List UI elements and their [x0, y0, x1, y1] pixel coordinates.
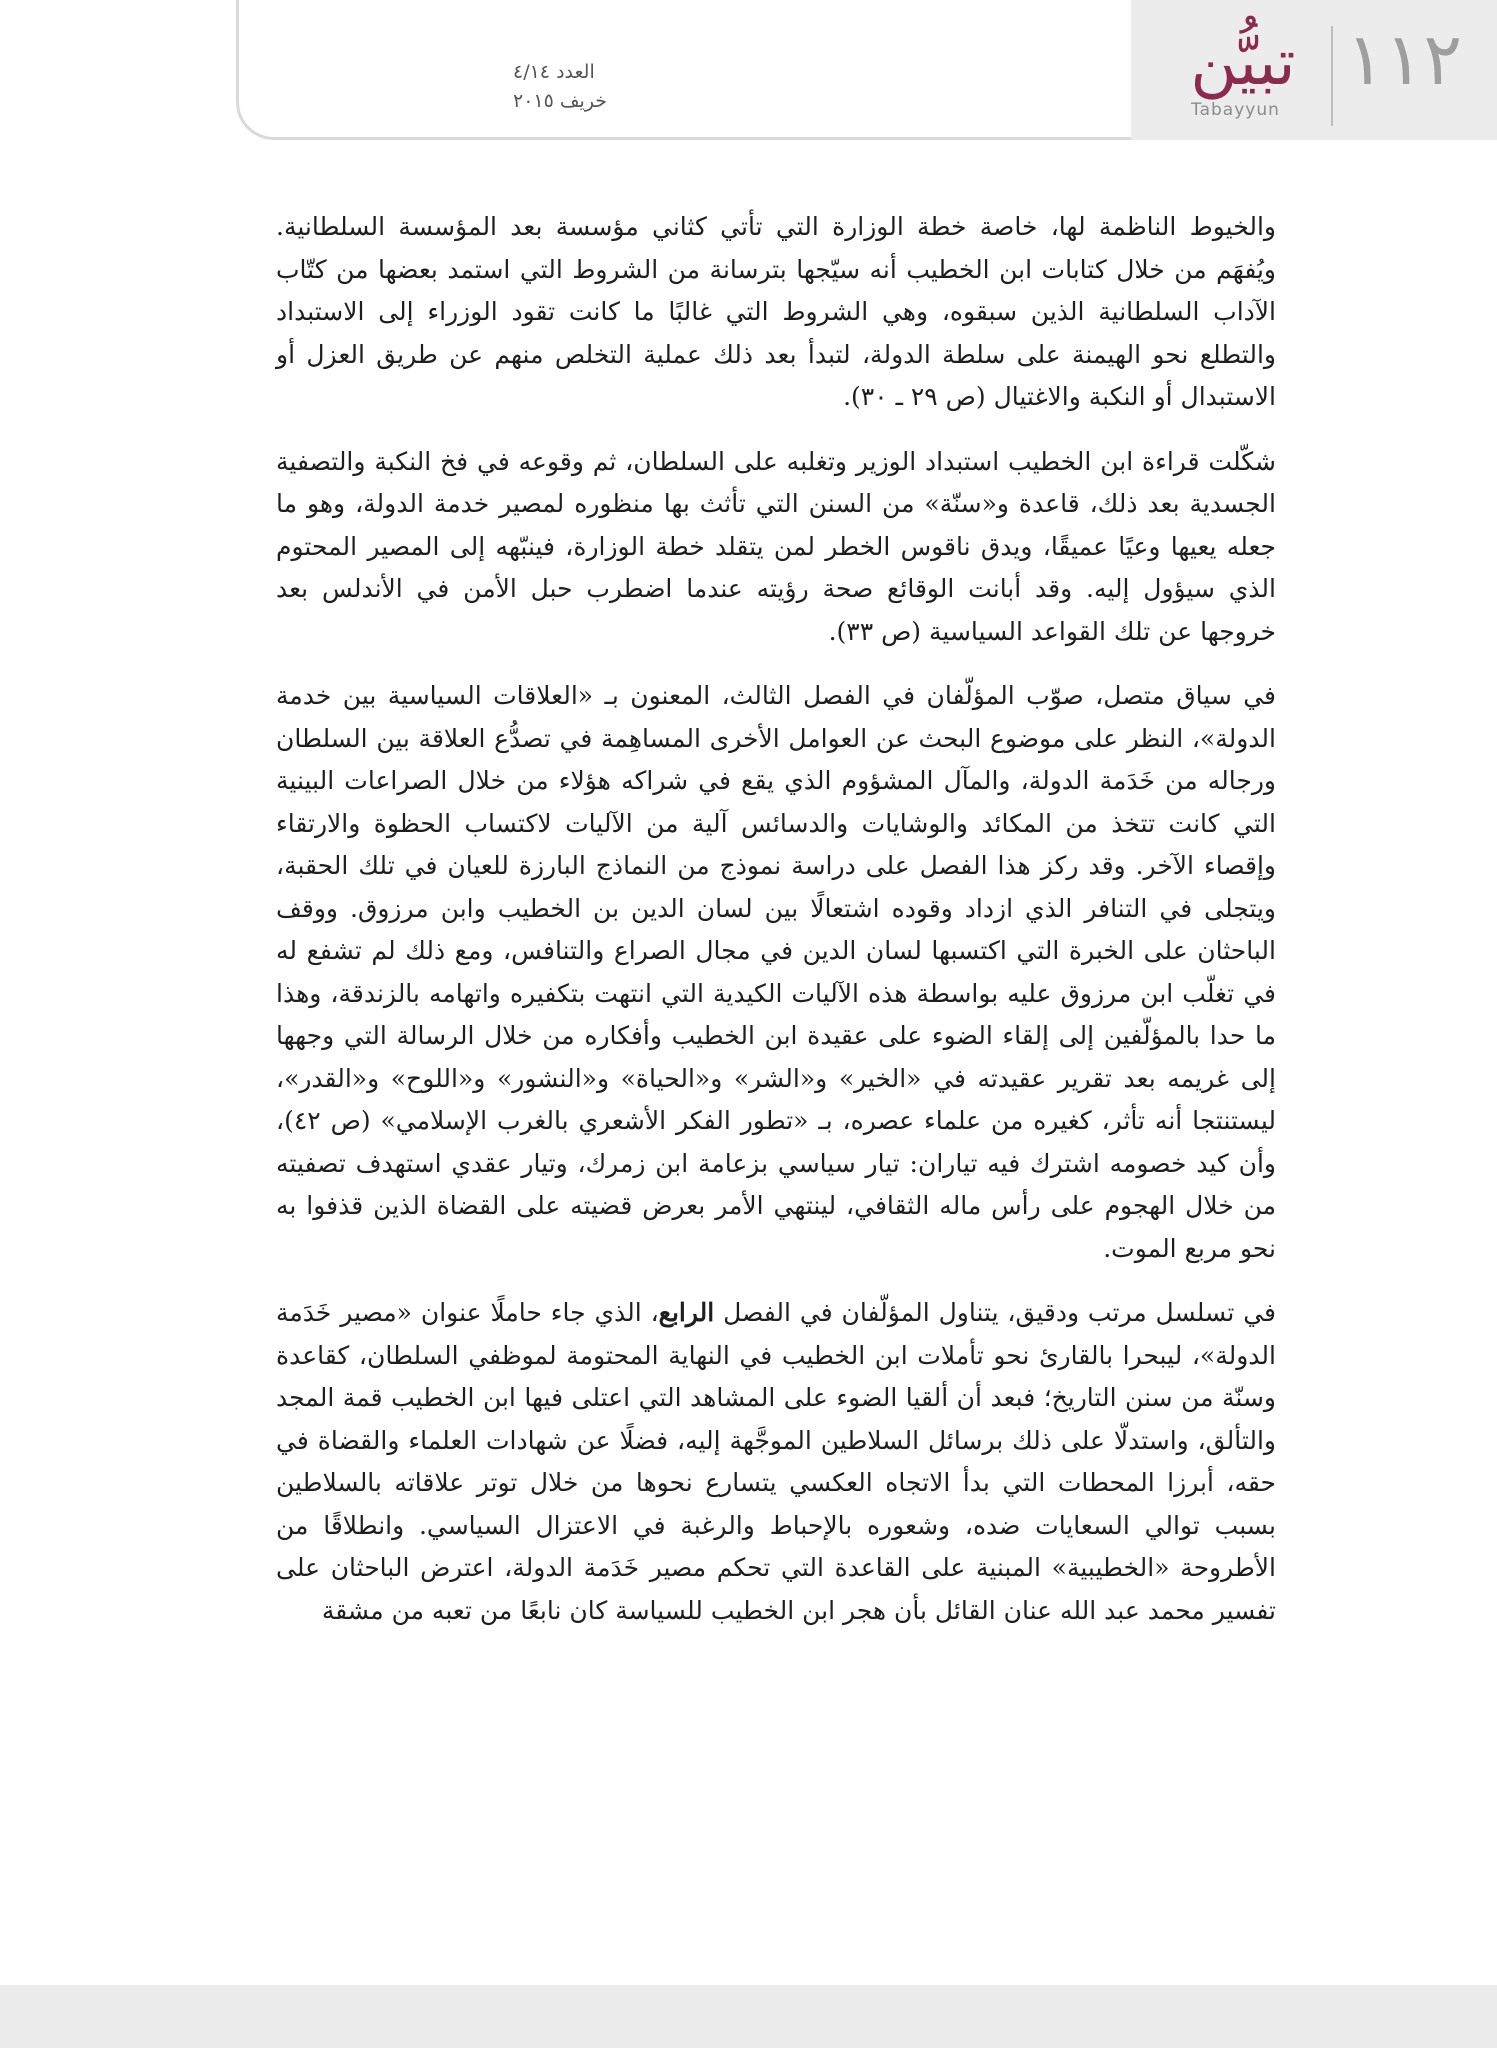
issue-info — [513, 58, 713, 118]
paragraph-4 — [276, 1292, 1276, 1632]
issue-season: خريف ٢٠١٥ — [513, 90, 608, 112]
paragraph-1: والخيوط الناظمة لها، خاصة خطة الوزارة التي تأتي كثاني مؤسسة بعد المؤسسة السلطانية. ويُفهَم من خلال كتابات ابن الخطيب أنه سيّجها بترسانة من الشروط التي استمد بعضها من كتّاب الآداب السلطانية الذين سبقوه، وهي الشروط التي غالبًا ما كانت تقود الوزراء إلى الاستبداد والتطلع نحو الهيمنة على سلطة الدولة، لتبدأ بعد ذلك عملية التخلص منهم عن طريق العزل أو الاستبدال أو النكبة والاغتيال (ص ٢٩ ـ ٣٠). — [276, 212, 1276, 411]
journal-logo — [1161, 20, 1321, 130]
paragraph-2: شكّلت قراءة ابن الخطيب استبداد الوزير وتغلبه على السلطان، ثم وقوعه في فخ النكبة والتصفية الجسدية بعد ذلك، قاعدة و«سنّة» من السنن التي تأثث بها منظوره لمصير خدمة الدولة، وهو ما جعله يعيها وعيًا عميقًا، ويدق ناقوس الخطر لمن يتقلد خطة الوزارة، فينبّهه إلى المصير المحتوم الذي سيؤول إليه. وقد أبانت الوقائع صحة رؤيته عندما اضطرب حبل الأمن في الأندلس بعد خروجها عن تلك القواعد السياسية (ص ٣٣). — [276, 446, 1276, 646]
article-body — [276, 206, 1276, 1654]
header-divider — [1331, 26, 1333, 126]
paragraph-3: في سياق متصل، صوّب المؤلّفان في الفصل الثالث، المعنون بـ «العلاقات السياسية بين خدمة الدولة»، النظر على موضوع البحث عن العوامل الأخرى المساهِمة في تصدُّع العلاقة بين السلطان ورجاله من خَدَمة الدولة، والمآل المشؤوم الذي يقع في شراكه هؤلاء من خلال الصراعات البينية التي كانت تتخذ من المكائد والوشايات والدسائس آلية من الآليات لاكتساب الحظوة والارتقاء وإقصاء الآخر. وقد ركز هذا الفصل على دراسة نموذج من النماذج البارزة للعيان في تلك الحقبة، ويتجلى في التنافر الذي ازداد وقوده اشتعالًا بين لسان الدين بن الخطيب وابن مرزوق. ووقف الباحثان على الخبرة التي اكتسبها لسان الدين في مجال الصراع والتنافس، ومع ذلك لم تشفع له في تغلّب ابن مرزوق عليه بواسطة هذه الآليات الكيدية التي انتهت بتكفيره واتهامه بالزندقة، وهذا ما حدا بالمؤلّفين إلى إلقاء الضوء على عقيدة ابن الخطيب وأفكاره من خلال الرسالة التي وجهها إلى غريمه بعد تقرير عقيدته في «الخير» و«الشر» و«الحياة» و«النشور» و«اللوح» و«القدر»، ليستنتجا أنه تأثر، كغيره من علماء عصره، بـ «تطور الفكر الأشعري بالغرب الإسلامي» (ص ٤٢)، وأن كيد خصومه اشترك فيه تياران: تيار سياسي بزعامة ابن زمرك، وتيار عقدي استهدف تصفيته من خلال الهجوم على رأس ماله الثقافي، لينتهي الأمر بعرض قضيته على القضاة الذين قذفوا به نحو مربع الموت. — [276, 681, 1276, 1263]
page-header — [236, 0, 1497, 140]
header-brand-box — [1131, 0, 1497, 140]
chapter-four-label: الرابع — [658, 1298, 715, 1327]
paragraph-4-rest: ، الذي جاء حاملًا عنوان «مصير خَدَمة الدولة»، ليبحرا بالقارئ نحو تأملات ابن الخطيب في النهاية المحتومة لموظفي السلطان، كقاعدة وسنّة من سنن التاريخ؛ فبعد أن ألقيا الضوء على المشاهد التي اعتلى فيها ابن الخطيب قمة المجد والتألق، واستدلّا على ذلك برسائل السلاطين الموجَّهة إليه، فضلًا عن شهادات العلماء والقضاة في حقه، أبرزا المحطات التي بدأ الاتجاه العكسي يتسارع نحوها من خلال توتر علاقاته بالسلاطين بسبب توالي السعايات ضده، وشعوره بالإحباط والرغبة في الاعتزال السياسي. وانطلاقًا من الأطروحة «الخطيبية» المبنية على القاعدة التي تحكم مصير خَدَمة الدولة، اعترض الباحثان على تفسير محمد عبد الله عنان القائل بأن هجر ابن الخطيب للسياسة كان نابعًا من تعبه من مشقة — [276, 1298, 1276, 1625]
page-footer-band — [0, 1985, 1497, 2048]
paragraph-4-start: في تسلسل مرتب ودقيق، يتناول المؤلّفان في الفصل — [714, 1298, 1276, 1327]
page-number: ١١٢ — [1346, 17, 1463, 101]
issue-number: العدد ٤/١٤ — [513, 61, 595, 83]
logo-latin-wordmark: Tabayyun — [1191, 100, 1280, 120]
logo-arabic-wordmark: تبيُّن — [1190, 26, 1296, 100]
